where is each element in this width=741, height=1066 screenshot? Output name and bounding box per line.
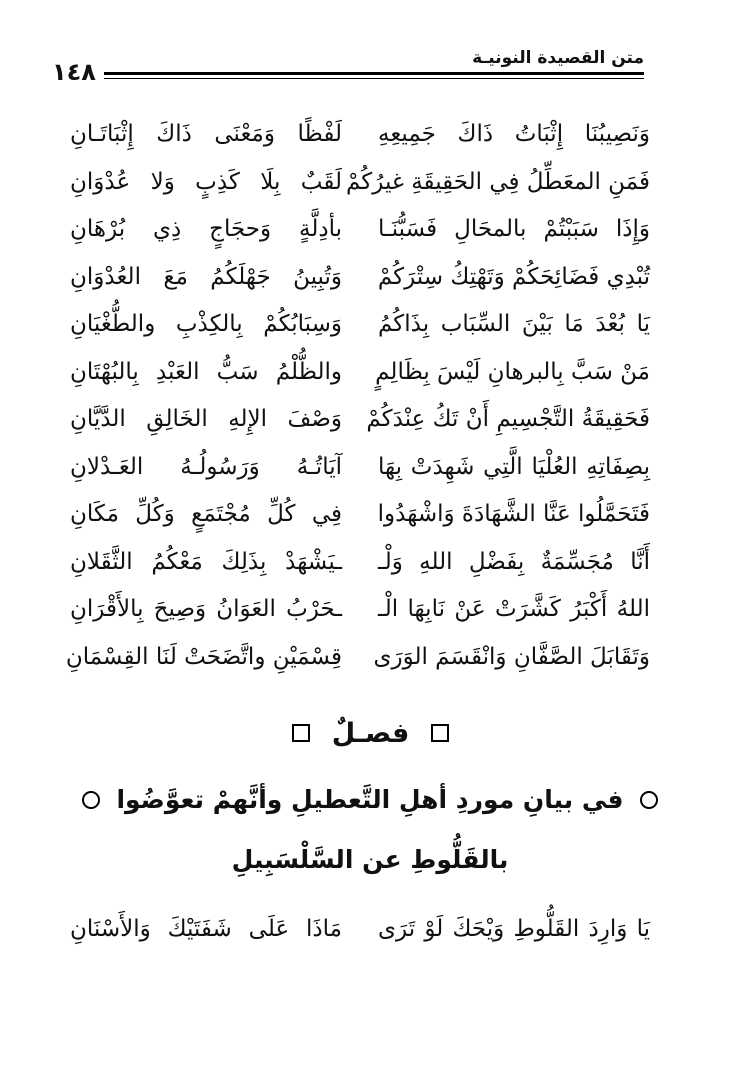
section-heading: [0, 713, 741, 753]
subtitle-line2-text: بالقَلُّوطِ عن السَّلْسَبِيلِ: [231, 845, 509, 874]
first-hemistich: وَإِذَا سَبَبْتُمْ بالمحَالِ فَسَبُّنَـا: [378, 216, 650, 242]
first-hemistich: وَتَقَابَلَ الصَّفَّانِ وَانْقَسَمَ الوَرَى: [373, 643, 650, 670]
running-title: متن القصيدة النونيـة: [472, 48, 644, 68]
verse-line: [70, 158, 650, 206]
verse-line: [65, 633, 650, 681]
second-hemistich: قِسْمَيْنِ واتَّضَحَتْ لَنَا القِسْمَانِ: [65, 643, 342, 670]
first-hemistich: أَنَّا مُجَسِّمَةٌ بِفَضْلِ اللهِ وَلْـ: [378, 548, 650, 575]
first-hemistich: تُبْدِي فَضَائِحَكُمْ وَتَهْتِكُ سِتْرَكُمْ: [377, 263, 650, 290]
verse-line: [70, 538, 650, 586]
second-hemistich: والظُّلْمُ سَبُّ العَبْدِ بِالبُهْتَانِ: [70, 358, 342, 385]
header-rule-thick: [104, 72, 644, 75]
verse-line: [70, 253, 650, 301]
first-hemistich: فَتَحَمَّلُوا عَنَّا الشَّهَادَةَ وَاشْهَدُوا: [377, 501, 650, 527]
verse-line: [70, 300, 650, 348]
verse-line: [70, 443, 650, 491]
section-subtitle: [60, 770, 680, 890]
first-hemistich: وَنَصِيبُنَا إِثْبَاتُ ذَاكَ جَمِيعِهِ: [378, 121, 650, 147]
first-hemistich: مَنْ سَبَّ بِالبرهانِ لَيْسَ بِظَالِمٍ: [375, 358, 650, 385]
subtitle-line: [60, 770, 680, 830]
second-hemistich: ـيَشْهَدْ بِذَلِكَ مَعْكُمُ الثَّقَلانِ: [70, 548, 342, 575]
second-hemistich: مَاذَا عَلَى شَفَتَيْكَ وَالأَسْنَانِ: [70, 916, 342, 942]
second-hemistich: فِي كُلِّ مُجْتَمَعٍ وَكُلِّ مَكَانِ: [70, 501, 342, 527]
verse-line: [70, 395, 650, 443]
section-heading-text: فصـلٌ: [331, 717, 410, 749]
verse-line: [70, 110, 650, 158]
page-number: ١٤٨: [52, 58, 96, 86]
second-hemistich: وَتُبِينُ جَهْلَكُمُ مَعَ العُدْوَانِ: [70, 263, 342, 290]
subtitle-line1-text: في بيانِ موردِ أهلِ التَّعطيلِ وأنَّهمْ تعوَّضُوا: [116, 785, 624, 814]
verse-line: [70, 205, 650, 253]
subtitle-line: [60, 830, 680, 890]
first-hemistich: يَا بُعْدَ مَا بَيْنَ السِّبَاب بِذَاكُمُ: [378, 311, 650, 337]
second-hemistich: بأدِلَّةٍ وَحجَاجٍ ذِي بُرْهَانِ: [70, 216, 342, 242]
second-hemistich: ـحَرْبُ العَوَانُ وَصِيحَ بِالأَقْرَانِ: [70, 596, 342, 622]
first-hemistich: فَمَنِ المعَطِّلُ فِي الحَقِيقَةِ غيرُكُمْ: [346, 168, 650, 195]
second-hemistich: لَفْظًا وَمَعْنَى ذَاكَ إِثْبَاتَـانِ: [70, 121, 342, 147]
verse-line: [70, 585, 650, 633]
verse-line: [70, 490, 650, 538]
second-hemistich: آيَاتُـهُ وَرَسُولُـهُ العَـدْلانِ: [70, 453, 342, 480]
verse-line: [70, 348, 650, 396]
first-hemistich: بِصِفَاتِهِ العُلْيَا الَّتِي شَهِدَتْ بِهَا: [378, 453, 650, 480]
first-hemistich: فَحَقِيقَةُ التَّجْسِيمِ أَنْ تَكُ عِنْدَكُمْ: [366, 406, 650, 432]
header-rule-thin: [104, 78, 644, 79]
second-hemistich: وَصْفَ الإِلهِ الخَالِقِ الدَّيَّانِ: [70, 406, 342, 432]
circle-ornament-icon: [640, 791, 658, 809]
page-header: [52, 46, 644, 86]
first-hemistich: اللهُ أَكْبَرُ كَشَّرَتْ عَنْ نَابِهَا الْـ: [378, 596, 650, 622]
second-hemistich: لَقَبٌ بِلَا كَذِبٍ وَلا عُدْوَانِ: [70, 168, 342, 195]
square-ornament-icon: [431, 724, 449, 742]
second-hemistich: وَسِبَابُكُمْ بِالكِذْبِ والطُّغْيَانِ: [70, 311, 342, 337]
verse-list: [65, 110, 650, 680]
circle-ornament-icon: [82, 791, 100, 809]
square-ornament-icon: [292, 724, 310, 742]
verse-line: [70, 905, 650, 955]
first-hemistich: يَا وَارِدَ القَلُّوطِ وَيْحَكَ لَوْ تَرَى: [378, 916, 650, 942]
